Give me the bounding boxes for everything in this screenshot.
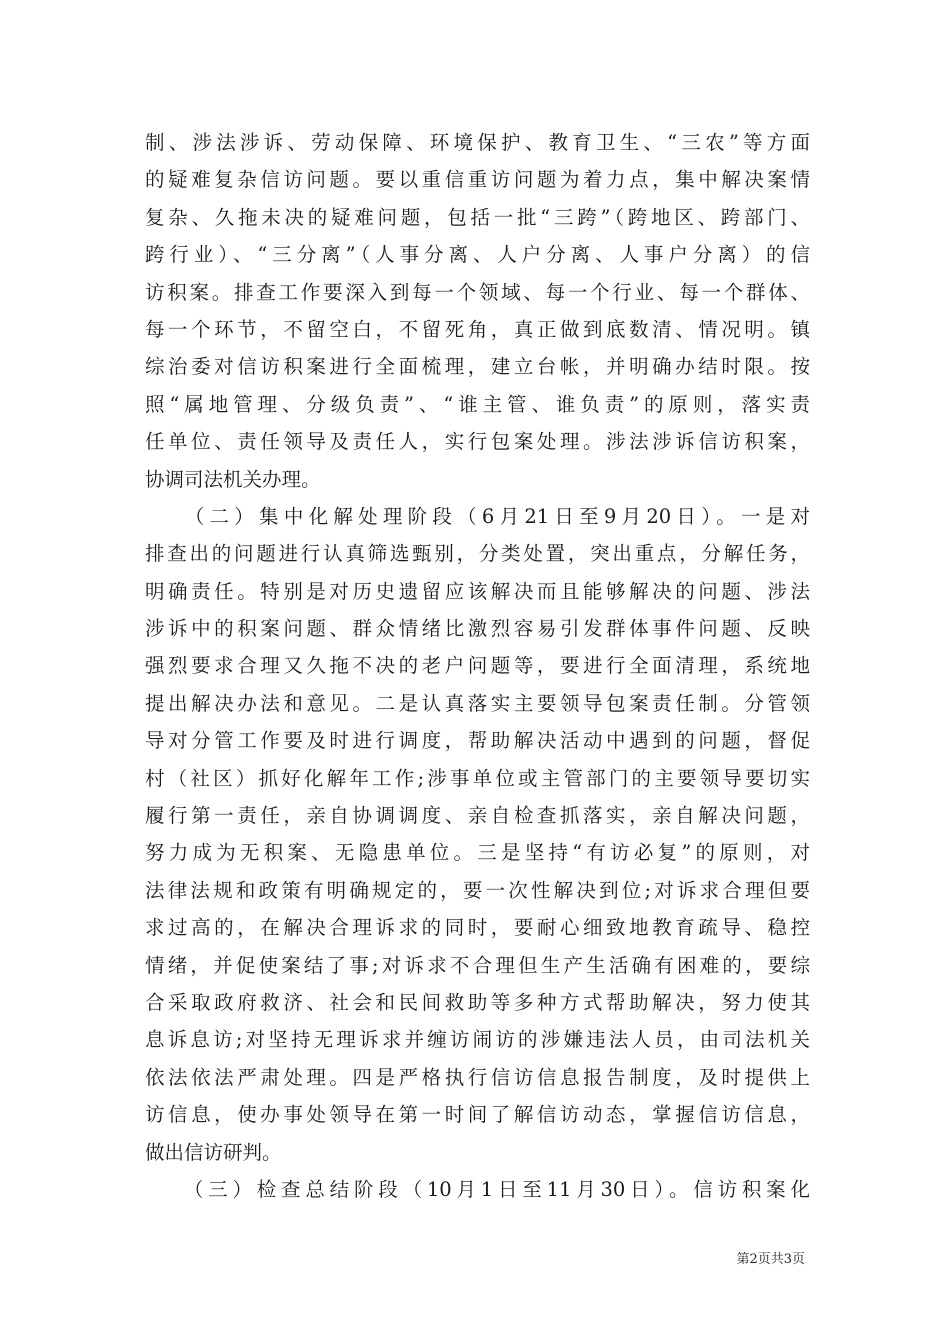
text-line: 协调司法机关办理。 <box>145 467 321 491</box>
text-line: 的疑难复杂信访问题。要以重信重访问题为着力点，集中解决案情 <box>145 168 810 192</box>
text-line: 导对分管工作要及时进行调度，帮助解决活动中遇到的问题，督促 <box>145 729 810 753</box>
text-line: 复杂、久拖未决的疑难问题，包括一批“三跨”（跨地区、跨部门、 <box>145 205 810 229</box>
text-line: 求过高的，在解决合理诉求的同时，要耐心细致地教育疏导、稳控 <box>145 916 810 940</box>
text-line: 每一个环节，不留空白，不留死角，真正做到底数清、情况明。镇 <box>145 317 810 341</box>
text-line: 跨行业）、“三分离”（人事分离、人户分离、人事户分离）的信 <box>145 243 810 267</box>
text-line: 提出解决办法和意见。二是认真落实主要领导包案责任制。分管领 <box>145 691 810 715</box>
page-number-footer: 第2页共3页 <box>736 1252 805 1267</box>
text-line: 访信息，使办事处领导在第一时间了解信访动态，掌握信访信息， <box>145 1103 810 1127</box>
text-line: 制、涉法涉诉、劳动保障、环境保护、教育卫生、“三农”等方面 <box>145 131 810 154</box>
text-line: 努力成为无积案、无隐患单位。三是坚持“有访必复”的原则，对 <box>145 841 810 865</box>
text-line: 履行第一责任，亲自协调调度、亲自检查抓落实，亲自解决问题， <box>145 804 810 828</box>
text-line: 息诉息访;对坚持无理诉求并缠访闹访的涉嫌违法人员，由司法机关 <box>145 1028 810 1052</box>
text-line: 村（社区）抓好化解年工作;涉事单位或主管部门的主要领导要切实 <box>145 766 810 790</box>
text-line: 法律法规和政策有明确规定的，要一次性解决到位;对诉求合理但要 <box>145 878 810 902</box>
text-line: 情绪，并促使案结了事;对诉求不合理但生产生活确有困难的，要综 <box>145 953 810 977</box>
text-line: 排查出的问题进行认真筛选甄别，分类处置，突出重点，分解任务， <box>145 542 810 566</box>
document-body <box>145 124 810 1208</box>
text-line: 涉诉中的积案问题、群众情绪比激烈容易引发群体事件问题、反映 <box>145 617 810 641</box>
text-line: 依法依法严肃处理。四是严格执行信访信息报告制度，及时提供上 <box>145 1065 810 1089</box>
text-line: 做出信访研判。 <box>145 1140 282 1164</box>
text-line: 综治委对信访积案进行全面梳理，建立台帐，并明确办结时限。按 <box>145 355 810 379</box>
text-line: 任单位、责任领导及责任人，实行包案处理。涉法涉诉信访积案， <box>145 430 810 454</box>
text-line: 照“属地管理、分级负责”、“谁主管、谁负责”的原则，落实责 <box>145 392 810 416</box>
text-line: 合采取政府救济、社会和民间救助等多种方式帮助解决，努力使其 <box>145 990 810 1014</box>
text-line: 访积案。排查工作要深入到每一个领域、每一个行业、每一个群体、 <box>145 280 810 304</box>
section-heading-line: （二）集中化解处理阶段（6月21日至9月20日）。一是对 <box>145 504 810 528</box>
text-line: 强烈要求合理又久拖不决的老户问题等，要进行全面清理，系统地 <box>145 654 810 678</box>
section-heading-line: （三）检查总结阶段（10月1日至11月30日）。信访积案化 <box>145 1177 810 1201</box>
text-line: 明确责任。特别是对历史遗留应该解决而且能够解决的问题、涉法 <box>145 579 810 603</box>
